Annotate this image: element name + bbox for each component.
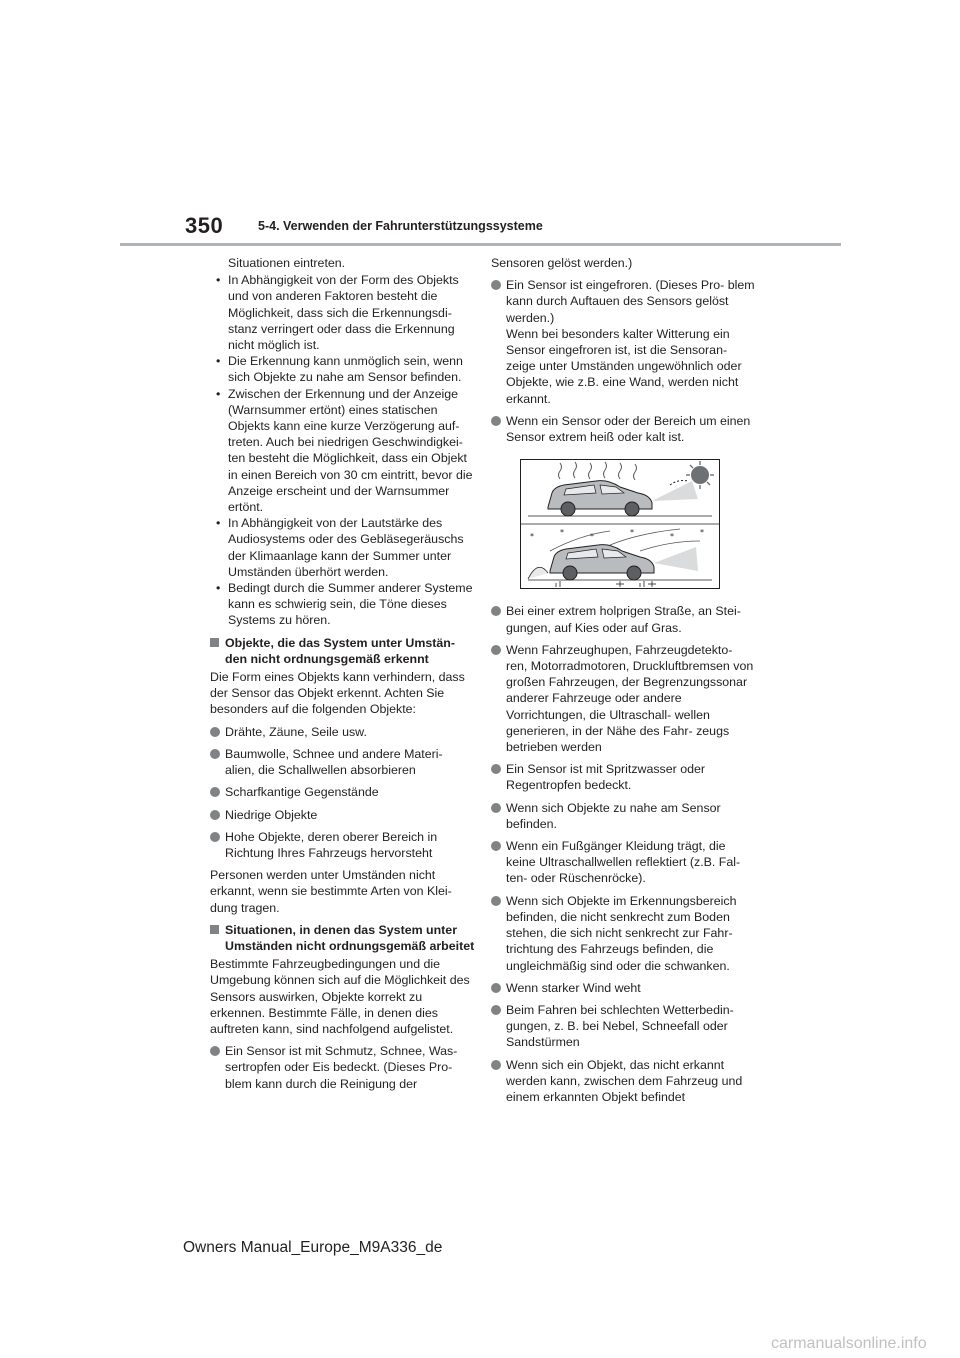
section-heading xyxy=(210,635,475,667)
list-item: Ein Sensor ist mit Spritzwasser oder Regentropfen bedeckt. xyxy=(491,761,756,793)
list-item: • Zwischen der Erkennung und der Anzeige (Warnsummer ertönt) eines statischen Objekts kann eine kurze Verzögerung auf- treten. Auch bei niedrigen Geschwindigkei- ten besteht die Möglichkeit, dass ein Objekt in einen Bereich von 30 cm eintritt, bevor die Anzeige erscheint und der Warnsummer ertönt. xyxy=(210,386,475,516)
circle-bullet-icon xyxy=(491,280,501,290)
paragraph: Personen werden unter Umständen nicht erkannt, wenn sie bestimmte Arten von Klei- dung tragen. xyxy=(210,868,452,915)
right-column xyxy=(491,255,756,1111)
bullet-list xyxy=(210,272,475,628)
list-item: Drähte, Zäune, Seile usw. xyxy=(210,724,475,740)
paragraph: Die Form eines Objekts kann verhindern, dass der Sensor das Objekt erkennt. Achten Sie besonders auf die folgenden Objekte: xyxy=(210,670,465,717)
circle-bullet-icon xyxy=(491,416,501,426)
footer-manual-id: Owners Manual_Europe_M9A336_de xyxy=(183,1239,443,1256)
circle-bullet-icon xyxy=(491,841,501,851)
circle-bullet-icon xyxy=(491,896,501,906)
continued-text: Situationen eintreten. xyxy=(228,256,346,270)
page-number: 350 xyxy=(185,213,224,238)
circle-bullet-icon xyxy=(491,645,501,655)
list-item: Bei einer extrem holprigen Straße, an Stei- gungen, auf Kies oder auf Gras. xyxy=(491,603,756,635)
list-item: Scharfkantige Gegenstände xyxy=(210,784,475,800)
square-bullet-icon xyxy=(210,638,219,647)
list-item: • Bedingt durch die Summer anderer Systeme kann es schwierig sein, die Töne dieses Systems zu hören. xyxy=(210,580,475,629)
list-item: Wenn starker Wind weht xyxy=(491,980,756,996)
circle-bullet-icon xyxy=(210,810,220,820)
list-item: Ein Sensor ist mit Schmutz, Schnee, Was- sertropfen oder Eis bedeckt. (Dieses Pro- blem kann durch die Reinigung der xyxy=(210,1043,475,1092)
paragraph: Bestimmte Fahrzeugbedingungen und die Umgebung können sich auf die Möglichkeit des Sensors auswirken, Objekte korrekt zu erkennen. Bestimmte Fälle, in denen dies auftreten kann, sind nachfolgend aufgelistet. xyxy=(210,957,470,1036)
svg-text:*: * xyxy=(630,528,634,538)
list-item: Beim Fahren bei schlechten Wetterbedin- gungen, z. B. bei Nebel, Schneefall oder Sandstürmen xyxy=(491,1002,756,1051)
circle-bullet-icon xyxy=(210,749,220,759)
continued-text: Sensoren gelöst werden.) xyxy=(491,256,633,270)
left-column xyxy=(210,255,475,1098)
list-item: Baumwolle, Schnee und andere Materi- alien, die Schallwellen absorbieren xyxy=(210,746,475,778)
circle-bullet-icon xyxy=(210,787,220,797)
svg-text:*: * xyxy=(700,528,704,538)
circle-bullet-icon xyxy=(210,832,220,842)
sensor-temperature-illustration xyxy=(520,459,720,589)
list-item: Wenn ein Fußgänger Kleidung trägt, die keine Ultraschallwellen reflektiert (z.B. Fal- ten- oder Rüschenröcke). xyxy=(491,838,756,887)
circle-bullet-icon xyxy=(491,1060,501,1070)
circle-bullet-icon xyxy=(491,803,501,813)
list-item: Hohe Objekte, deren oberer Bereich in Richtung Ihres Fahrzeugs hervorsteht xyxy=(210,829,475,861)
circle-bullet-icon xyxy=(210,727,220,737)
square-bullet-icon xyxy=(210,925,219,934)
circle-bullet-icon xyxy=(491,983,501,993)
list-item: • Die Erkennung kann unmöglich sein, wenn sich Objekte zu nahe am Sensor befinden. xyxy=(210,353,475,385)
watermark[interactable]: carmanualsonline.info xyxy=(771,1335,927,1352)
list-item: Wenn sich ein Objekt, das nicht erkannt werden kann, zwischen dem Fahrzeug und einem erkannten Objekt befindet xyxy=(491,1057,756,1106)
circle-bullet-icon xyxy=(491,1005,501,1015)
circle-bullet-icon xyxy=(210,1046,220,1056)
section-heading xyxy=(210,922,475,954)
list-item: Wenn sich Objekte zu nahe am Sensor befinden. xyxy=(491,800,756,832)
circle-bullet-icon xyxy=(491,606,501,616)
circle-bullet-icon xyxy=(491,764,501,774)
list-item: • In Abhängigkeit von der Form des Objekts und von anderen Faktoren besteht die Möglichkeit, dass sich die Erkennungsdi- stanz verringert oder dass die Erkennung nicht möglich ist. xyxy=(210,272,475,353)
list-item: Wenn sich Objekte im Erkennungsbereich befinden, die nicht senkrecht zum Boden stehen, die sich nicht senkrecht zur Fahr- trichtung des Fahrzeugs befinden, die ungleichmäßig sind oder die schwanken. xyxy=(491,893,756,974)
heading-text: Objekte, die das System unter Umstän- den nicht ordnungsgemäß erkennt xyxy=(225,635,455,666)
list-item: Ein Sensor ist eingefroren. (Dieses Pro- blem kann durch Auftauen des Sensors gelöst werden.) Wenn bei besonders kalter Witterung ein Sensor eingefroren ist, ist die Sensoran- zeige unter Umständen ungewöhnlich oder Objekte, wie z.B. eine Wand, werden nicht erkannt. xyxy=(491,277,756,407)
section-title: 5-4. Verwenden der Fahrunterstützungssysteme xyxy=(258,219,543,233)
list-item: Wenn ein Sensor oder der Bereich um einen Sensor extrem heiß oder kalt ist. xyxy=(491,413,756,445)
svg-text:*: * xyxy=(560,528,564,538)
heading-text: Situationen, in denen das System unter Umständen nicht ordnungsgemäß arbeitet xyxy=(225,922,475,953)
svg-text:*: * xyxy=(590,532,594,542)
list-item: Niedrige Objekte xyxy=(210,807,475,823)
svg-text:*: * xyxy=(530,532,534,542)
header-rule xyxy=(120,243,841,246)
svg-text:*: * xyxy=(670,532,674,542)
list-item: • In Abhängigkeit von der Lautstärke des Audiosystems oder des Gebläsegeräuschs der Klimaanlage kann der Summer unter Umständen überhört werden. xyxy=(210,515,475,580)
list-item: Wenn Fahrzeughupen, Fahrzeugdetekto- ren, Motorradmotoren, Druckluftbremsen von großen Fahrzeugen, der Begrenzungssonar anderer Fahrzeuge oder andere Vorrichtungen, die Ultraschall- wellen generieren, in der Nähe des Fahr- zeugs betrieben werden xyxy=(491,642,756,755)
